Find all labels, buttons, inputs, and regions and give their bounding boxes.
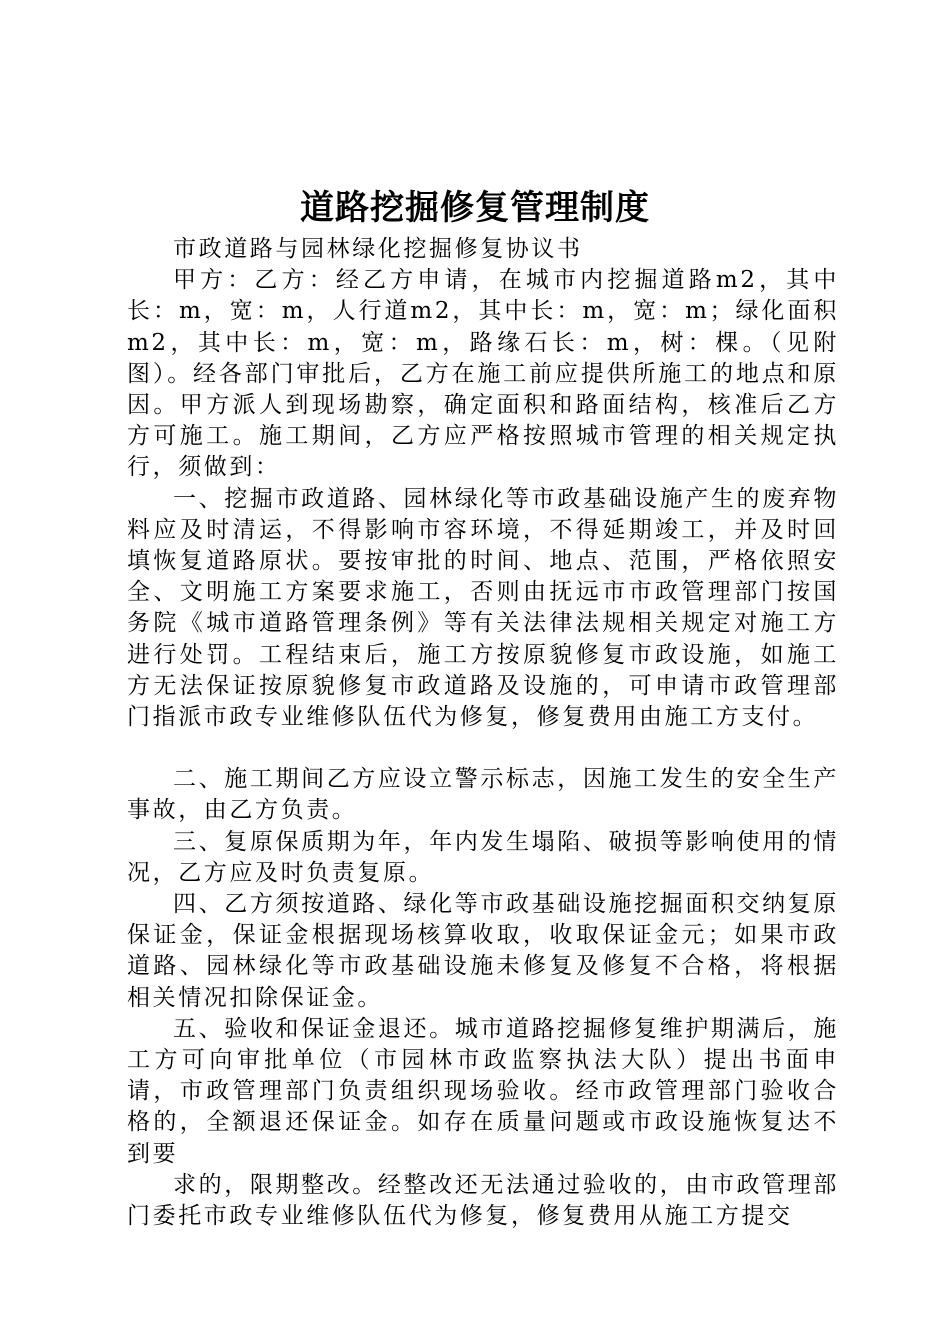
paragraph-continuation: 求的，限期整改。经整改还无法通过验收的，由市政管理部门委托市政专业维修队伍代为修复，修复费用从施工方提交 bbox=[127, 1171, 839, 1230]
paragraph-clause-1: 一、挖掘市政道路、园林绿化等市政基础设施产生的废弃物料应及时清运，不得影响市容环境，不得延期竣工，并及时回填恢复道路原状。要按审批的时间、地点、范围，严格依照安全、文明施工方案要求施工，否则由抚远市市政管理部门按国务院《城市道路管理条例》等有关法律法规相关规定对施工方进行处罚。工程结束后，施工方按原貌修复市政设施，如施工方无法保证按原貌修复市政道路及设施的，可申请市政管理部门指派市政专业维修队伍代为修复，修复费用由施工方支付。 bbox=[127, 485, 839, 731]
paragraph-clause-4: 四、乙方须按道路、绿化等市政基础设施挖掘面积交纳复原保证金，保证金根据现场核算收取，收取保证金元；如果市政道路、园林绿化等市政基础设施未修复及修复不合格，将根据相关情况扣除保证金。 bbox=[127, 891, 839, 1011]
agreement-heading: 市政道路与园林绿化挖掘修复协议书 bbox=[173, 236, 583, 262]
paragraph-clause-5: 五、验收和保证金退还。城市道路挖掘修复维护期满后，施工方可向审批单位（市园林市政监察执法大队）提出书面申请，市政管理部门负责组织现场验收。经市政管理部门验收合格的，全额退还保证金。如存在质量问题或市政设施恢复达不到要 bbox=[127, 1015, 839, 1167]
paragraph-clause-3: 三、复原保质期为年，年内发生塌陷、破损等影响使用的情况，乙方应及时负责复原。 bbox=[127, 828, 839, 886]
document-title: 道路挖掘修复管理制度 bbox=[300, 188, 650, 228]
paragraph-parties: 甲方：乙方：经乙方申请，在城市内挖掘道路m2，其中长：m，宽：m，人行道m2，其中长：m，宽：m；绿化面积m2，其中长：m，宽：m，路缘石长：m，树：棵。（见附图）。经各部门审批后，乙方在施工前应提供所施工的地点和原因。甲方派人到现场勘察，确定面积和路面结构，核准后乙方方可施工。施工期间，乙方应严格按照城市管理的相关规定执行，须做到： bbox=[127, 267, 839, 481]
paragraph-clause-2: 二、施工期间乙方应设立警示标志，因施工发生的安全生产事故，由乙方负责。 bbox=[127, 766, 839, 824]
document-body bbox=[127, 234, 839, 1232]
